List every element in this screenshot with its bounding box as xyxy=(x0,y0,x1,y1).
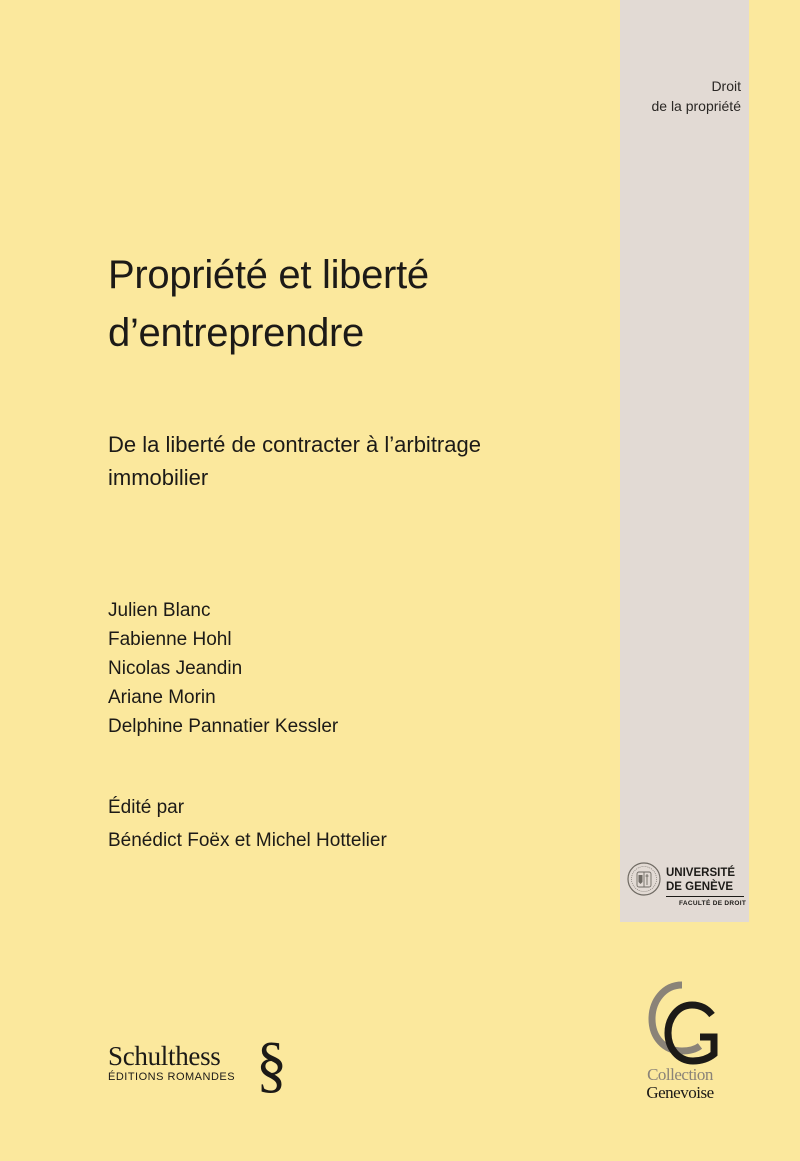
university-seal-icon xyxy=(627,862,661,896)
editors-block xyxy=(108,791,387,857)
series-line-2: de la propriété xyxy=(651,98,741,114)
university-logo xyxy=(627,858,749,914)
university-divider xyxy=(666,896,744,897)
series-label xyxy=(620,76,741,116)
book-title xyxy=(108,246,608,362)
subtitle-line-1: De la liberté de contracter à l’arbitrage xyxy=(108,432,481,457)
university-name xyxy=(666,866,735,894)
collection-line-2: Genevoise xyxy=(646,1083,714,1102)
publisher-logo xyxy=(108,1042,258,1083)
author-name: Ariane Morin xyxy=(108,687,216,708)
title-line-2: d’entreprendre xyxy=(108,311,364,355)
collection-logo-icon xyxy=(640,975,740,1065)
collection-line-1: Collection xyxy=(647,1065,713,1084)
author-list xyxy=(108,596,338,741)
collection-name xyxy=(624,1066,736,1102)
university-name-line-2: DE GENÈVE xyxy=(666,881,734,893)
subtitle-line-2: immobilier xyxy=(108,465,209,490)
author-name: Fabienne Hohl xyxy=(108,629,232,650)
title-line-1: Propriété et liberté xyxy=(108,253,429,297)
university-faculty: FACULTÉ DE DROIT xyxy=(679,900,747,907)
section-sign-icon: § xyxy=(256,1031,287,1099)
publisher-name: Schulthess xyxy=(108,1041,221,1071)
author-name: Julien Blanc xyxy=(108,600,211,621)
publisher-imprint: ÉDITIONS ROMANDES xyxy=(108,1071,236,1083)
editors-names: Bénédict Foëx et Michel Hottelier xyxy=(108,830,387,851)
editors-label: Édité par xyxy=(108,797,185,818)
university-name-line-1: UNIVERSITÉ xyxy=(666,867,736,879)
author-name: Nicolas Jeandin xyxy=(108,658,243,679)
series-line-1: Droit xyxy=(711,78,741,94)
book-subtitle xyxy=(108,428,608,494)
series-band xyxy=(620,0,749,922)
author-name: Delphine Pannatier Kessler xyxy=(108,716,339,737)
